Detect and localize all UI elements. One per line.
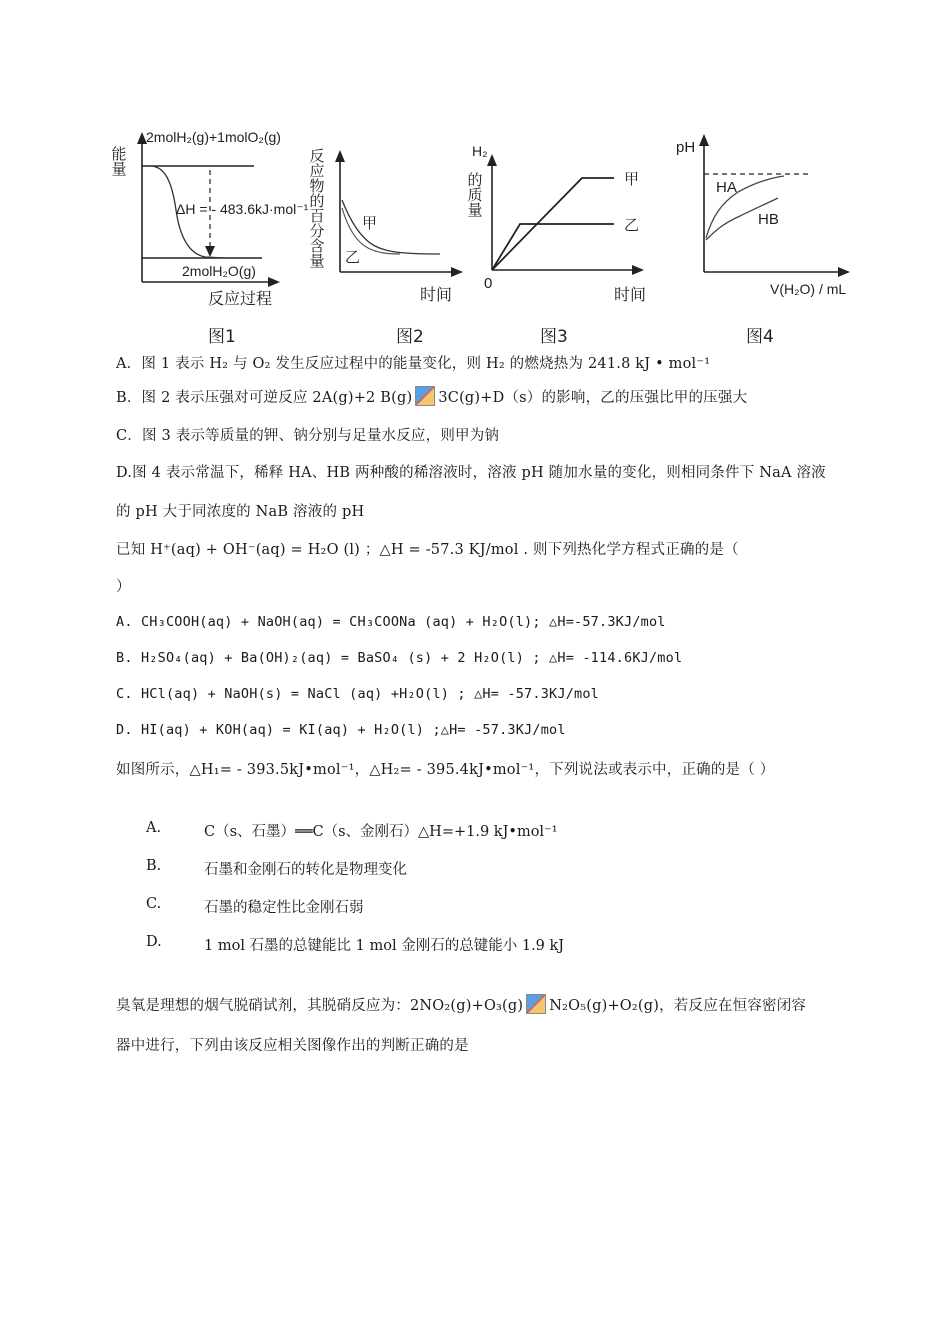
figure-1 xyxy=(110,129,309,308)
fig4-curve-a-label: HA xyxy=(716,179,737,196)
fig3-curve-a-label: 甲 xyxy=(624,171,640,188)
q1-option-b-post: 3C(g)+D（s）的影响，乙的压强比甲的压强大 xyxy=(438,390,748,406)
fig1-top-label: 2molH₂(g)+1molO₂(g) xyxy=(146,129,281,145)
q2-option-d: D. HI(aq) + KOH(aq) = KI(aq) + H₂O(l) ;△H= -57.3KJ/mol xyxy=(116,722,566,738)
figure-4 xyxy=(676,134,850,297)
q1-option-d-line2: 的 pH 大于同浓度的 NaB 溶液的 pH xyxy=(116,504,365,520)
q2-option-b: B. H₂SO₄(aq) + Ba(OH)₂(aq) = BaSO₄ (s) + 2 H₂O(l) ; △H= -114.6KJ/mol xyxy=(116,650,683,666)
q4-stem-line1-pre: 臭氧是理想的烟气脱硝试剂，其脱硝反应为：2NO₂(g)+O₃(g) xyxy=(116,998,524,1014)
fig4-y-label: pH xyxy=(676,139,696,156)
q1-option-a: A．图 1 表示 H₂ 与 O₂ 发生反应过程中的能量变化，则 H₂ 的燃烧热为 241.8 kJ • mol⁻¹ xyxy=(116,356,711,372)
figure-row xyxy=(0,120,950,320)
q3-option-a-letter: A. xyxy=(146,820,162,836)
fig2-y-label: 反应物的百分含量 xyxy=(307,148,325,268)
fig1-bottom-label: 2molH₂O(g) xyxy=(182,263,256,279)
fig3-x-label: 时间 xyxy=(614,287,647,304)
fig2-curve-b-label: 乙 xyxy=(345,249,361,266)
q3-option-b-text: 石墨和金刚石的转化是物理变化 xyxy=(204,862,407,878)
fig3-y-label-top: H₂ xyxy=(472,143,488,159)
q3-option-c-letter: C. xyxy=(146,896,162,912)
q3-option-d-text: 1 mol 石墨的总键能比 1 mol 金刚石的总键能小 1.9 kJ xyxy=(204,938,565,954)
q3-option-a-text: C（s、石墨）══C（s、金刚石）△H=+1.9 kJ•mol⁻¹ xyxy=(204,824,558,840)
q1-option-d-line1: D.图 4 表示常温下，稀释 HA、HB 两种酸的稀溶液时，溶液 pH 随加水量的变化，则相同条件下 NaA 溶液 xyxy=(116,465,826,481)
fig3-curve-b-label: 乙 xyxy=(624,217,640,234)
q4-stem-line1-post: N₂O₅(g)+O₂(g)，若反应在恒容密闭容 xyxy=(549,998,807,1014)
q3-option-b-letter: B. xyxy=(146,858,162,874)
fig2-curve-a-label: 甲 xyxy=(362,215,378,232)
fig1-caption: 图1 xyxy=(208,327,236,347)
figure-2 xyxy=(308,148,464,304)
fig3-caption: 图3 xyxy=(540,327,568,347)
reversible-arrow-image-icon xyxy=(526,994,546,1014)
q3-option-c-text: 石墨的稳定性比金刚石弱 xyxy=(204,900,364,916)
fig1-dh-label: ΔH = - 483.6kJ·mol⁻¹ xyxy=(176,201,309,217)
fig4-curve-b-label: HB xyxy=(758,211,779,228)
fig4-caption: 图4 xyxy=(746,327,774,347)
q2-stem: 已知 H⁺(aq) + OH⁻(aq) = H₂O (l) ；△H = -57.3 KJ/mol . 则下列热化学方程式正确的是（ xyxy=(116,542,739,558)
fig4-x-label: V(H₂O) / mL xyxy=(770,281,847,297)
q3-option-d-letter: D. xyxy=(146,934,162,950)
fig2-x-label: 时间 xyxy=(420,287,453,304)
q2-option-a: A. CH₃COOH(aq) + NaOH(aq) = CH₃COONa (aq) + H₂O(l); △H=-57.3KJ/mol xyxy=(116,614,666,630)
q1-option-b xyxy=(116,386,747,407)
q4-stem-line2: 器中进行，下列由该反应相关图像作出的判断正确的是 xyxy=(116,1038,469,1054)
q2-stem-close: ） xyxy=(116,579,131,595)
figure-3 xyxy=(466,143,647,304)
fig1-y-label: 能量 xyxy=(109,146,127,176)
q1-option-b-pre: B．图 2 表示压强对可逆反应 2A(g)+2 B(g) xyxy=(116,390,413,406)
fig3-origin-label: 0 xyxy=(484,275,493,292)
fig1-x-label: 反应过程 xyxy=(208,291,273,308)
q3-stem: 如图所示，△H₁= - 393.5kJ•mol⁻¹，△H₂= - 395.4kJ•mol⁻¹，下列说法或表示中，正确的是（ ） xyxy=(116,762,775,778)
q4-stem-line1 xyxy=(116,994,806,1015)
fig3-y-label: 的质量 xyxy=(465,172,483,217)
q1-option-c: C．图 3 表示等质量的钾、钠分别与足量水反应，则甲为钠 xyxy=(116,428,500,444)
fig2-caption: 图2 xyxy=(396,327,424,347)
reversible-arrow-image-icon xyxy=(415,386,435,406)
q2-option-c: C. HCl(aq) + NaOH(s) = NaCl (aq) +H₂O(l) ; △H= -57.3KJ/mol xyxy=(116,686,600,702)
